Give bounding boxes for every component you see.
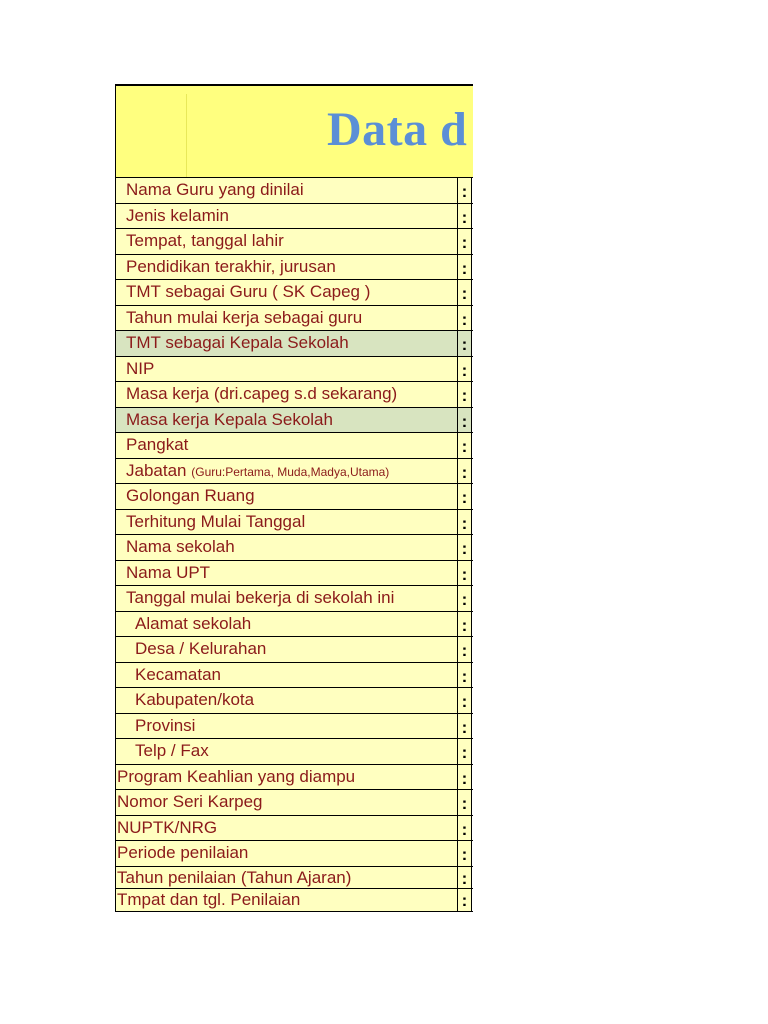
table-row: [116, 229, 473, 255]
row-colon: :: [458, 408, 472, 433]
row-label: Nama Guru yang dinilai: [116, 178, 458, 203]
data-sheet: [115, 84, 473, 912]
row-colon: :: [458, 510, 472, 535]
row-colon: :: [458, 663, 472, 688]
row-label: Pendidikan terakhir, jurusan: [116, 255, 458, 280]
title-divider: [186, 94, 187, 177]
row-colon: :: [458, 280, 472, 305]
row-label: Provinsi: [116, 714, 458, 739]
table-row: [116, 867, 473, 890]
table-row: [116, 433, 473, 459]
row-label: Masa kerja (dri.capeg s.d sekarang): [116, 382, 458, 407]
row-colon: :: [458, 204, 472, 229]
table-row: [116, 612, 473, 638]
table-row: [116, 510, 473, 536]
row-label: TMT sebagai Guru ( SK Capeg ): [116, 280, 458, 305]
table-row: [116, 306, 473, 332]
row-label: Alamat sekolah: [116, 612, 458, 637]
table-row: [116, 790, 473, 816]
row-label: Tahun penilaian (Tahun Ajaran): [116, 867, 458, 889]
row-colon: :: [458, 790, 472, 815]
row-colon: :: [458, 841, 472, 866]
table-row: [116, 586, 473, 612]
row-label: TMT sebagai Kepala Sekolah: [116, 331, 458, 356]
row-colon: :: [458, 459, 472, 484]
row-label: Nama sekolah: [116, 535, 458, 560]
sheet-title: Data d: [327, 103, 468, 156]
table-row: [116, 739, 473, 765]
row-colon: :: [458, 561, 472, 586]
table-row: [116, 357, 473, 383]
table-row: [116, 382, 473, 408]
row-label: NIP: [116, 357, 458, 382]
row-label: Nama UPT: [116, 561, 458, 586]
row-colon: :: [458, 867, 472, 889]
row-label: Terhitung Mulai Tanggal: [116, 510, 458, 535]
table-row: [116, 280, 473, 306]
row-label: Kabupaten/kota: [116, 688, 458, 713]
row-colon: :: [458, 331, 472, 356]
row-label: Desa / Kelurahan: [116, 637, 458, 662]
table-row: [116, 484, 473, 510]
table-row: [116, 204, 473, 230]
row-colon: :: [458, 586, 472, 611]
row-label: Telp / Fax: [116, 739, 458, 764]
table-row: [116, 561, 473, 587]
row-colon: :: [458, 739, 472, 764]
row-label: Jenis kelamin: [116, 204, 458, 229]
row-label: [116, 459, 458, 484]
table-row: [116, 535, 473, 561]
table-row: [116, 255, 473, 281]
row-label: Kecamatan: [116, 663, 458, 688]
row-label: Masa kerja Kepala Sekolah: [116, 408, 458, 433]
table-row: [116, 663, 473, 689]
row-label: Nomor Seri Karpeg: [116, 790, 458, 815]
title-band: [116, 86, 473, 178]
table-row: [116, 637, 473, 663]
row-label: Tempat, tanggal lahir: [116, 229, 458, 254]
row-label: Program Keahlian yang diampu: [116, 765, 458, 790]
row-colon: :: [458, 306, 472, 331]
row-colon: :: [458, 714, 472, 739]
row-label: NUPTK/NRG: [116, 816, 458, 841]
row-colon: :: [458, 433, 472, 458]
table-row: [116, 841, 473, 867]
row-colon: :: [458, 229, 472, 254]
jabatan-label: Jabatan: [126, 460, 187, 480]
row-colon: :: [458, 178, 472, 203]
table-row: [116, 178, 473, 204]
row-label: Tanggal mulai bekerja di sekolah ini: [116, 586, 458, 611]
row-label: Periode penilaian: [116, 841, 458, 866]
row-label: Tmpat dan tgl. Penilaian: [116, 889, 458, 911]
table-row: [116, 714, 473, 740]
row-colon: :: [458, 382, 472, 407]
table-row: [116, 459, 473, 485]
row-label: Pangkat: [116, 433, 458, 458]
table-row: [116, 816, 473, 842]
table-row: [116, 889, 473, 912]
table-row-highlighted: [116, 331, 473, 357]
table-row: [116, 688, 473, 714]
row-label: Tahun mulai kerja sebagai guru: [116, 306, 458, 331]
row-label: Golongan Ruang: [116, 484, 458, 509]
row-colon: :: [458, 688, 472, 713]
jabatan-note: (Guru:Pertama, Muda,Madya,Utama): [191, 464, 390, 479]
row-colon: :: [458, 484, 472, 509]
row-colon: :: [458, 357, 472, 382]
row-colon: :: [458, 889, 472, 911]
row-colon: :: [458, 637, 472, 662]
table-row-highlighted: [116, 408, 473, 434]
row-colon: :: [458, 765, 472, 790]
row-colon: :: [458, 255, 472, 280]
table-row: [116, 765, 473, 791]
row-colon: :: [458, 612, 472, 637]
row-colon: :: [458, 535, 472, 560]
row-colon: :: [458, 816, 472, 841]
